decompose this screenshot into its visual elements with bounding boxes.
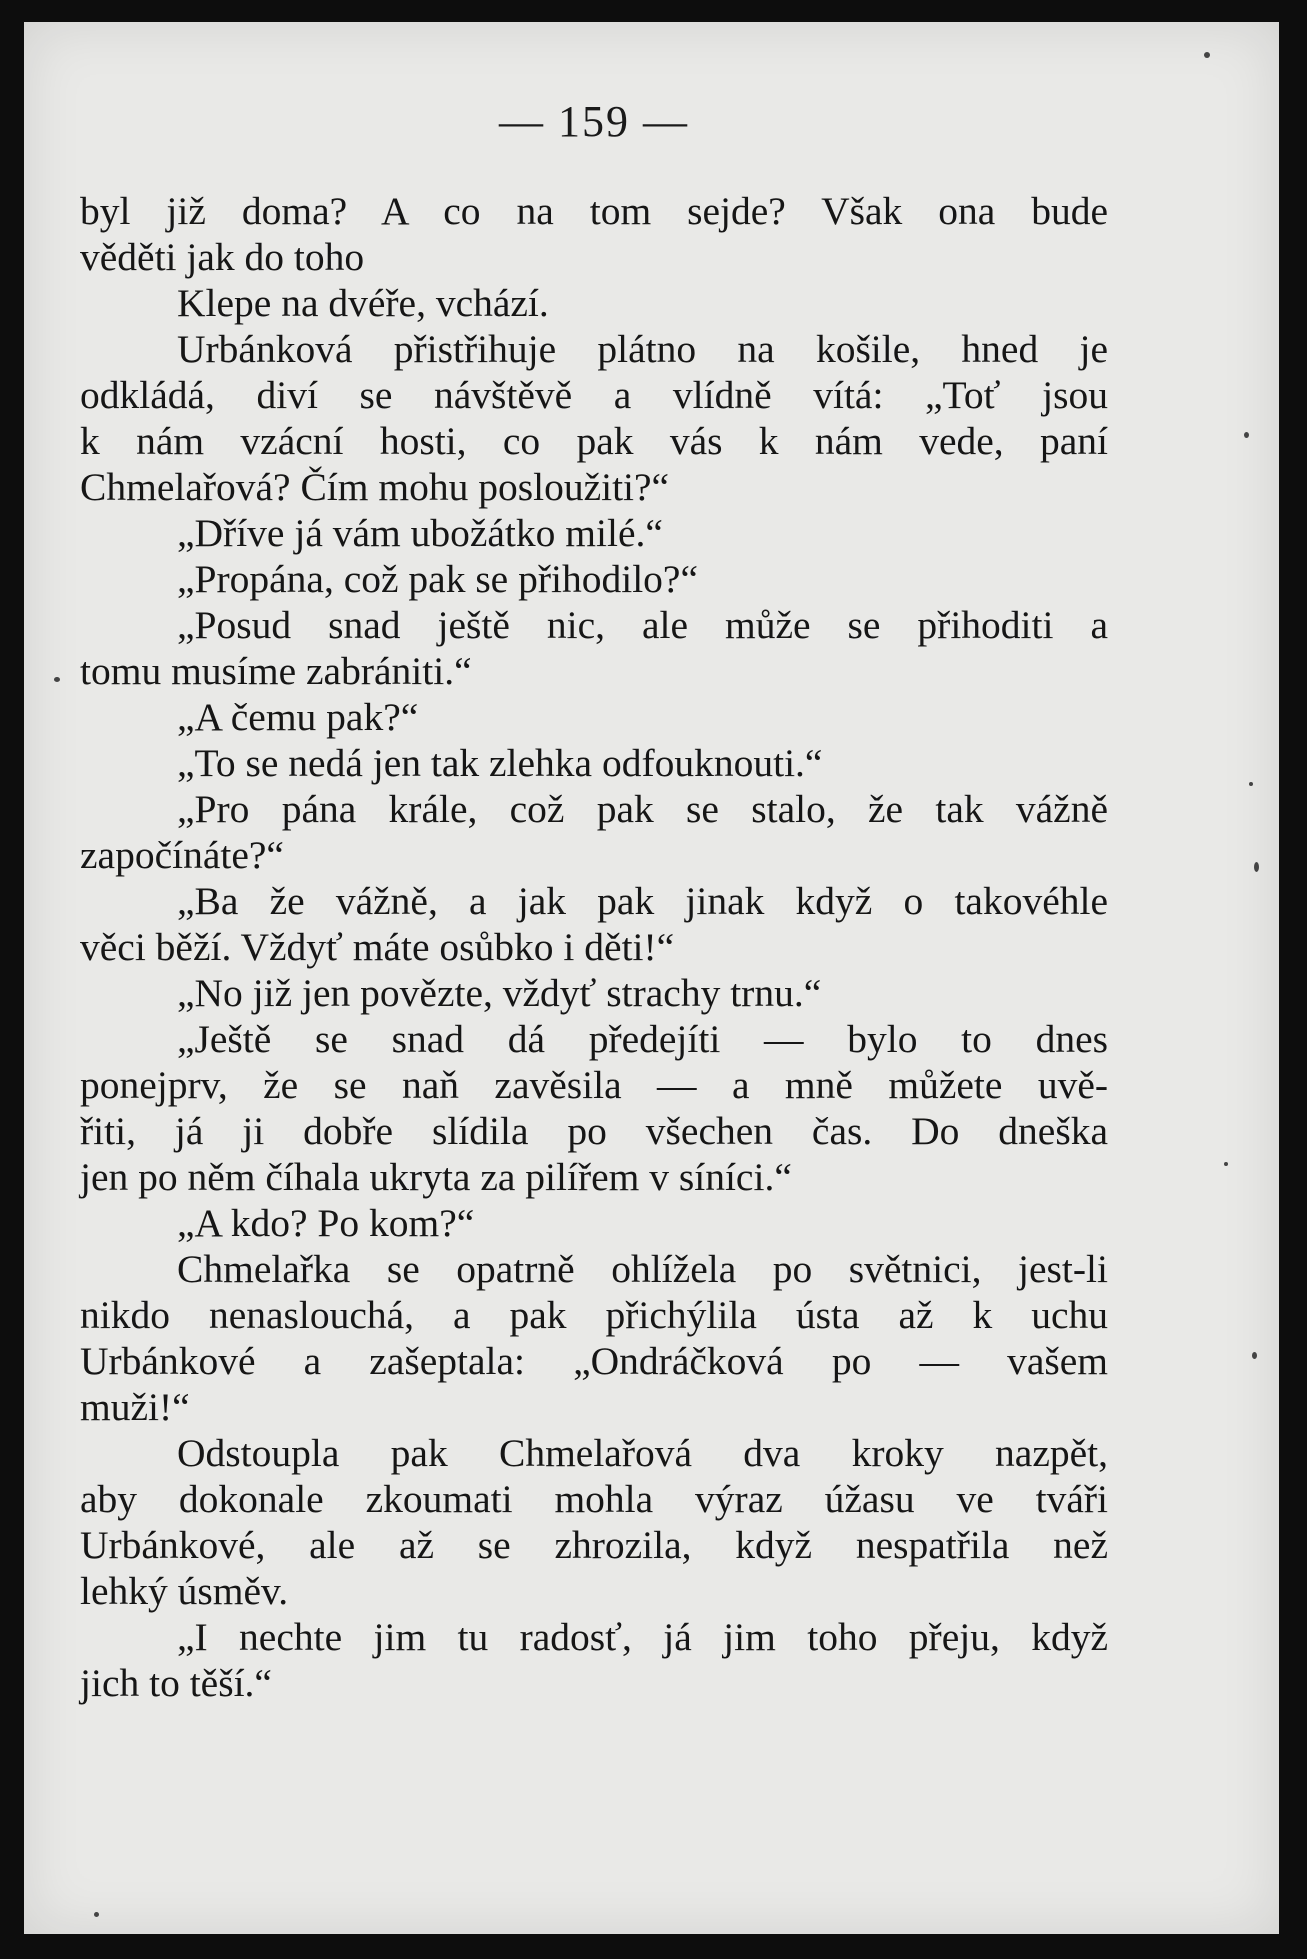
text-line: Urbánkové, ale až se zhrozila, když nespatřila než <box>80 1523 1108 1567</box>
text-line: „Ještě se snad dá předejíti — bylo to dnes <box>177 1017 1108 1061</box>
text-line: odkládá, diví se návštěvě a vlídně vítá: „Toť jsou <box>80 373 1108 417</box>
text-line: „Dříve já vám ubožátko milé.“ <box>177 511 663 555</box>
print-speck <box>1249 782 1253 786</box>
page-number: — 159 — <box>499 97 689 146</box>
text-line: „Ba že vážně, a jak pak jinak když o takovéhle <box>177 879 1108 923</box>
text-line: byl již doma? A co na tom sejde? Však ona bude <box>80 189 1108 233</box>
print-speck <box>1224 1162 1228 1166</box>
text-line: „A kdo? Po kom?“ <box>177 1201 475 1245</box>
text-line: nikdo nenaslouchá, a pak přichýlila ústa až k uchu <box>80 1293 1108 1337</box>
text-line: Klepe na dvéře, vchází. <box>177 281 549 325</box>
text-line: „Propána, což pak se přihodilo?“ <box>177 557 698 601</box>
text-line: započínáte?“ <box>80 833 284 877</box>
book-page <box>24 22 1279 1934</box>
text-line: jich to těší.“ <box>80 1661 272 1705</box>
text-line: „A čemu pak?“ <box>177 695 419 739</box>
text-line: Chmelařka se opatrně ohlížela po světnici, jest-li <box>177 1247 1108 1291</box>
print-speck <box>94 1912 99 1917</box>
print-speck <box>1204 52 1210 58</box>
print-speck <box>1244 432 1249 438</box>
text-line: „To se nedá jen tak zlehka odfouknouti.“ <box>177 741 823 785</box>
text-line: věci běží. Vždyť máte osůbko i děti!“ <box>80 925 675 969</box>
body-text <box>80 188 1108 1706</box>
text-line: aby dokonale zkoumati mohla výraz úžasu ve tváři <box>80 1477 1108 1521</box>
text-line: „I nechte jim tu radosť, já jim toho přeju, když <box>177 1615 1108 1659</box>
text-line: „Pro pána krále, což pak se stalo, že tak vážně <box>177 787 1108 831</box>
text-line: Urbánková přistřihuje plátno na košile, hned je <box>177 327 1108 371</box>
text-line: věděti jak do toho <box>80 235 365 279</box>
text-line: lehký úsměv. <box>80 1569 289 1613</box>
print-speck <box>1252 1352 1257 1359</box>
print-speck <box>54 677 60 682</box>
text-line: „Posud snad ještě nic, ale může se přihoditi a <box>177 603 1108 647</box>
text-line: tomu musíme zabrániti.“ <box>80 649 472 693</box>
print-speck <box>1254 862 1259 872</box>
text-line: jen po něm číhala ukryta za pilířem v síníci.“ <box>80 1155 792 1199</box>
text-line: Chmelařová? Čím mohu posloužiti?“ <box>80 465 670 509</box>
text-line: Odstoupla pak Chmelařová dva kroky nazpět, <box>177 1431 1108 1475</box>
text-line: muži!“ <box>80 1385 190 1429</box>
text-line: ponejprv, že se naň zavěsila — a mně můžete uvě- <box>80 1063 1108 1107</box>
text-line: „No již jen povězte, vždyť strachy trnu.“ <box>177 971 822 1015</box>
text-line: k nám vzácní hosti, co pak vás k nám vede, paní <box>80 419 1108 463</box>
text-line: řiti, já ji dobře slídila po všechen čas. Do dneška <box>80 1109 1108 1153</box>
text-line: Urbánkové a zašeptala: „Ondráčková po — vašem <box>80 1339 1108 1383</box>
